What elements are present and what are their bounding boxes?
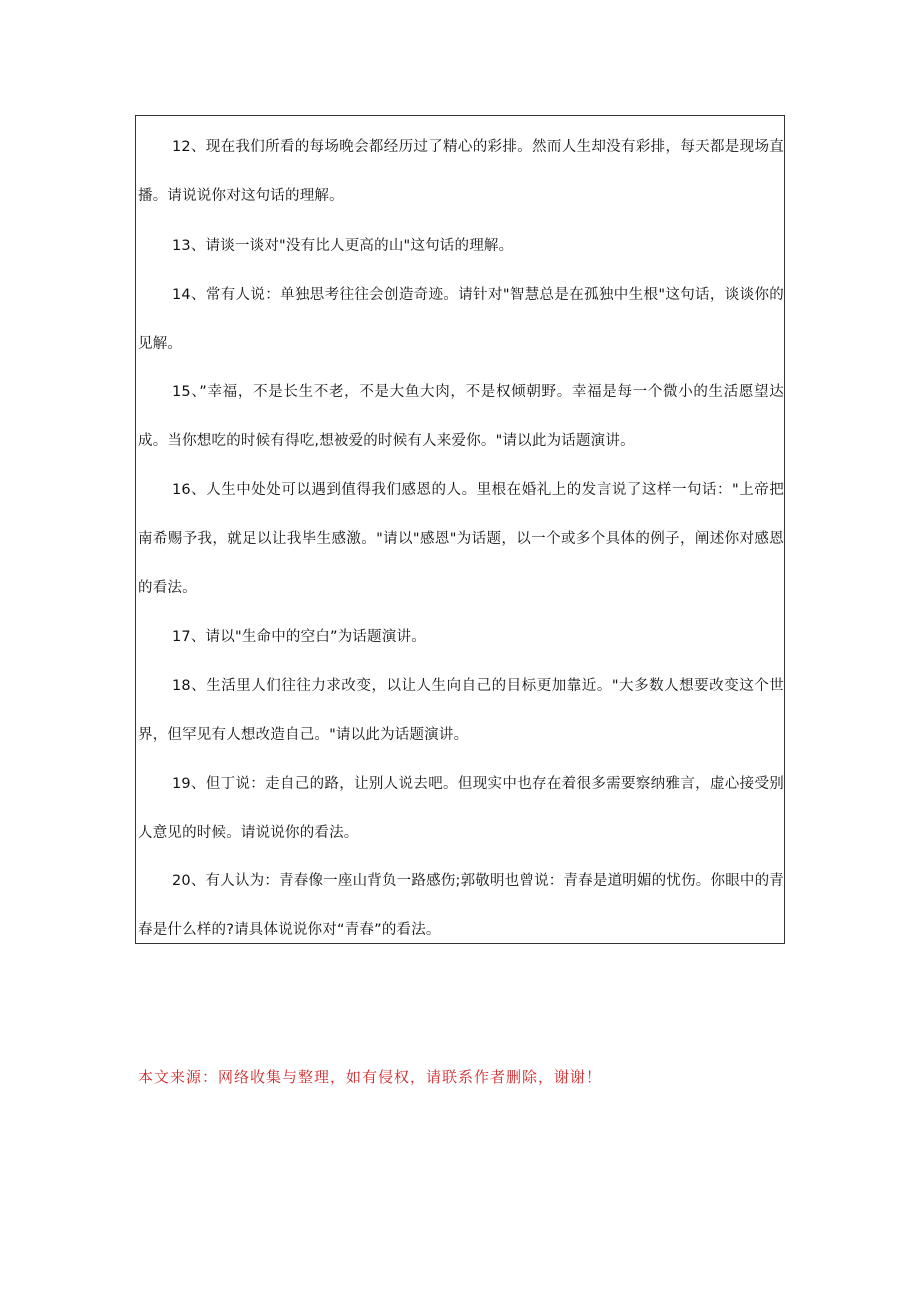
question-17: 17、请以"生命中的空白”为话题演讲。 bbox=[172, 629, 426, 645]
question-19: 19、但丁说：走自己的路，让别人说去吧。但现实中也存在着很多需要察纳雅言，虚心接受别人意见的时候。请说说你的看法。 bbox=[138, 776, 784, 841]
question-20: 20、有人认为：青春像一座山背负一路感伤;郭敬明也曾说：青春是道明媚的忧伤。你眼中的青春是什么样的?请具体说说你对“青春”的看法。 bbox=[138, 873, 784, 938]
source-note: 本文来源：网络收集与整理，如有侵权，请联系作者删除，谢谢！ bbox=[138, 1068, 603, 1086]
question-15: 15、”幸福，不是长生不老，不是大鱼大肉，不是权倾朝野。幸福是每一个微小的生活愿望达成。当你想吃的时候有得吃,想被爱的时候有人来爱你。"请以此为话题演讲。 bbox=[138, 384, 784, 449]
question-box bbox=[135, 115, 785, 944]
question-12: 12、现在我们所看的每场晚会都经历过了精心的彩排。然而人生却没有彩排，每天都是现场直播。请说说你对这句话的理解。 bbox=[138, 139, 784, 204]
question-16: 16、人生中处处可以遇到值得我们感恩的人。里根在婚礼上的发言说了这样一句话："上帝把南希赐予我，就足以让我毕生感激。"请以"感恩"为话题，以一个或多个具体的例子，阐述你对感恩的看法。 bbox=[138, 482, 784, 596]
question-13: 13、请谈一谈对"没有比人更高的山"这句话的理解。 bbox=[172, 238, 514, 254]
question-18: 18、生活里人们往往力求改变，以让人生向自己的目标更加靠近。"大多数人想要改变这个世界，但罕见有人想改造自己。"请以此为话题演讲。 bbox=[138, 678, 784, 743]
question-14: 14、常有人说：单独思考往往会创造奇迹。请针对"智慧总是在孤独中生根"这句话，谈谈你的见解。 bbox=[138, 287, 784, 352]
